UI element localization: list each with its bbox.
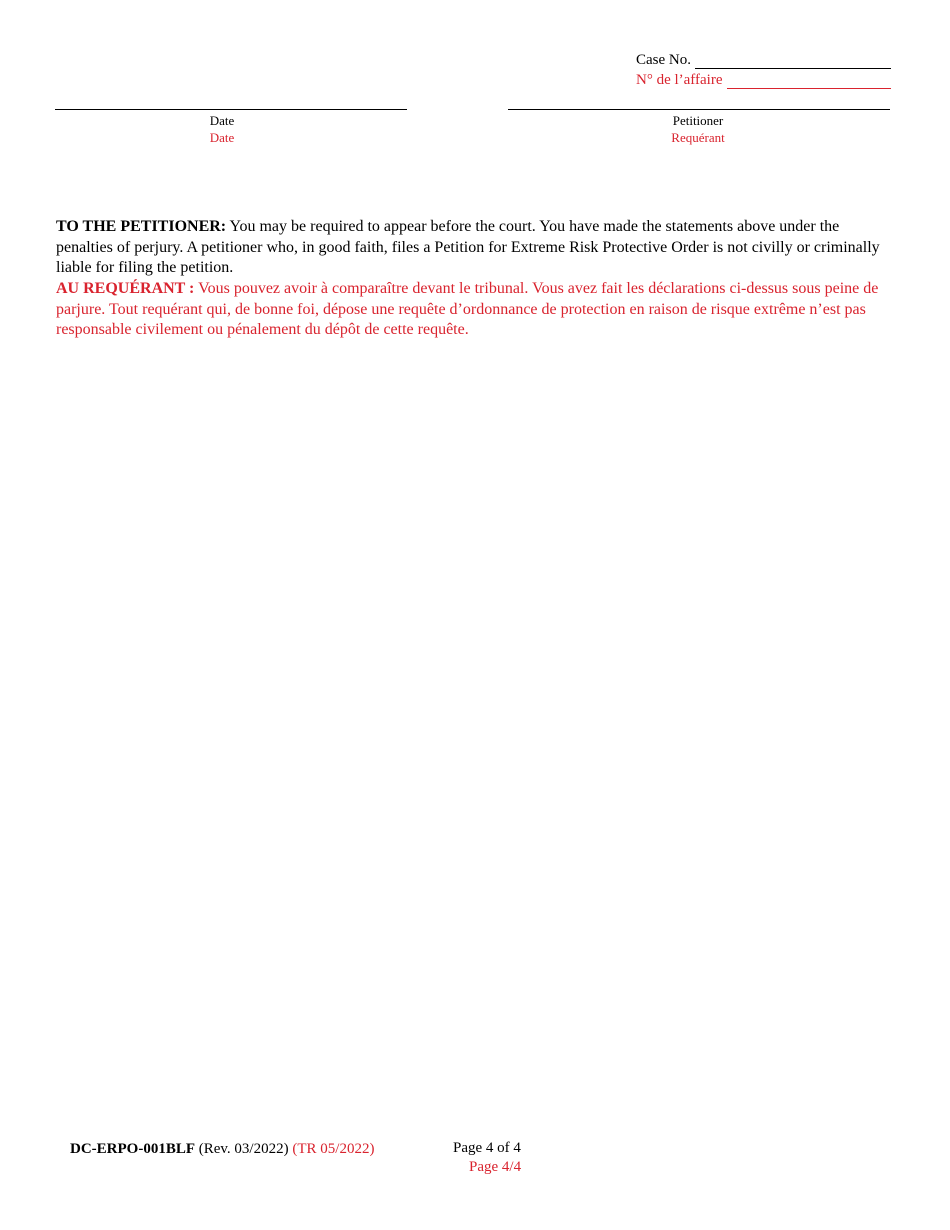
date-label-fr: Date <box>209 130 235 145</box>
notice-heading-fr: AU REQUÉRANT : <box>56 280 195 297</box>
notice-english <box>56 217 896 279</box>
notice-french <box>56 279 896 341</box>
notice-body-en: You may be required to appear before the court. You have made the statements above under the penalties of perjury. A petitioner who, in good faith, files a Petition for Extreme Risk Protective Order is not civilly or criminally liable for filing the petition. <box>56 218 880 276</box>
form-revision: (Rev. 03/2022) <box>195 1141 293 1157</box>
petitioner-label: Petitioner <box>672 113 724 128</box>
form-identifier <box>70 1141 374 1158</box>
case-number-row <box>636 52 891 69</box>
translation-revision: (TR 05/2022) <box>292 1141 375 1157</box>
petitioner-signature-line[interactable] <box>508 109 890 110</box>
form-code: DC-ERPO-001BLF <box>70 1141 195 1157</box>
case-number-field[interactable] <box>695 54 891 69</box>
case-number-row-fr <box>636 72 891 89</box>
page-number-fr: Page 4/4 <box>469 1159 522 1175</box>
date-label: Date <box>209 113 235 128</box>
page-number: Page 4 of 4 <box>453 1140 521 1156</box>
case-number-label-fr: N° de l’affaire <box>636 72 723 88</box>
date-signature-line[interactable] <box>55 109 407 110</box>
notice-body-fr: Vous pouvez avoir à comparaître devant le tribunal. Vous avez fait les déclarations ci-dessus sous peine de parjure. Tout requérant qui, de bonne foi, dépose une requête d’ordonnance de protection en raison de risque extrême n’est pas responsable civilement ou pénalement du dépôt de cette requête. <box>56 280 879 338</box>
petitioner-label-fr: Requérant <box>671 130 725 145</box>
case-number-field-fr[interactable] <box>727 74 891 89</box>
notice-heading-en: TO THE PETITIONER: <box>56 218 227 235</box>
case-number-label: Case No. <box>636 52 691 68</box>
